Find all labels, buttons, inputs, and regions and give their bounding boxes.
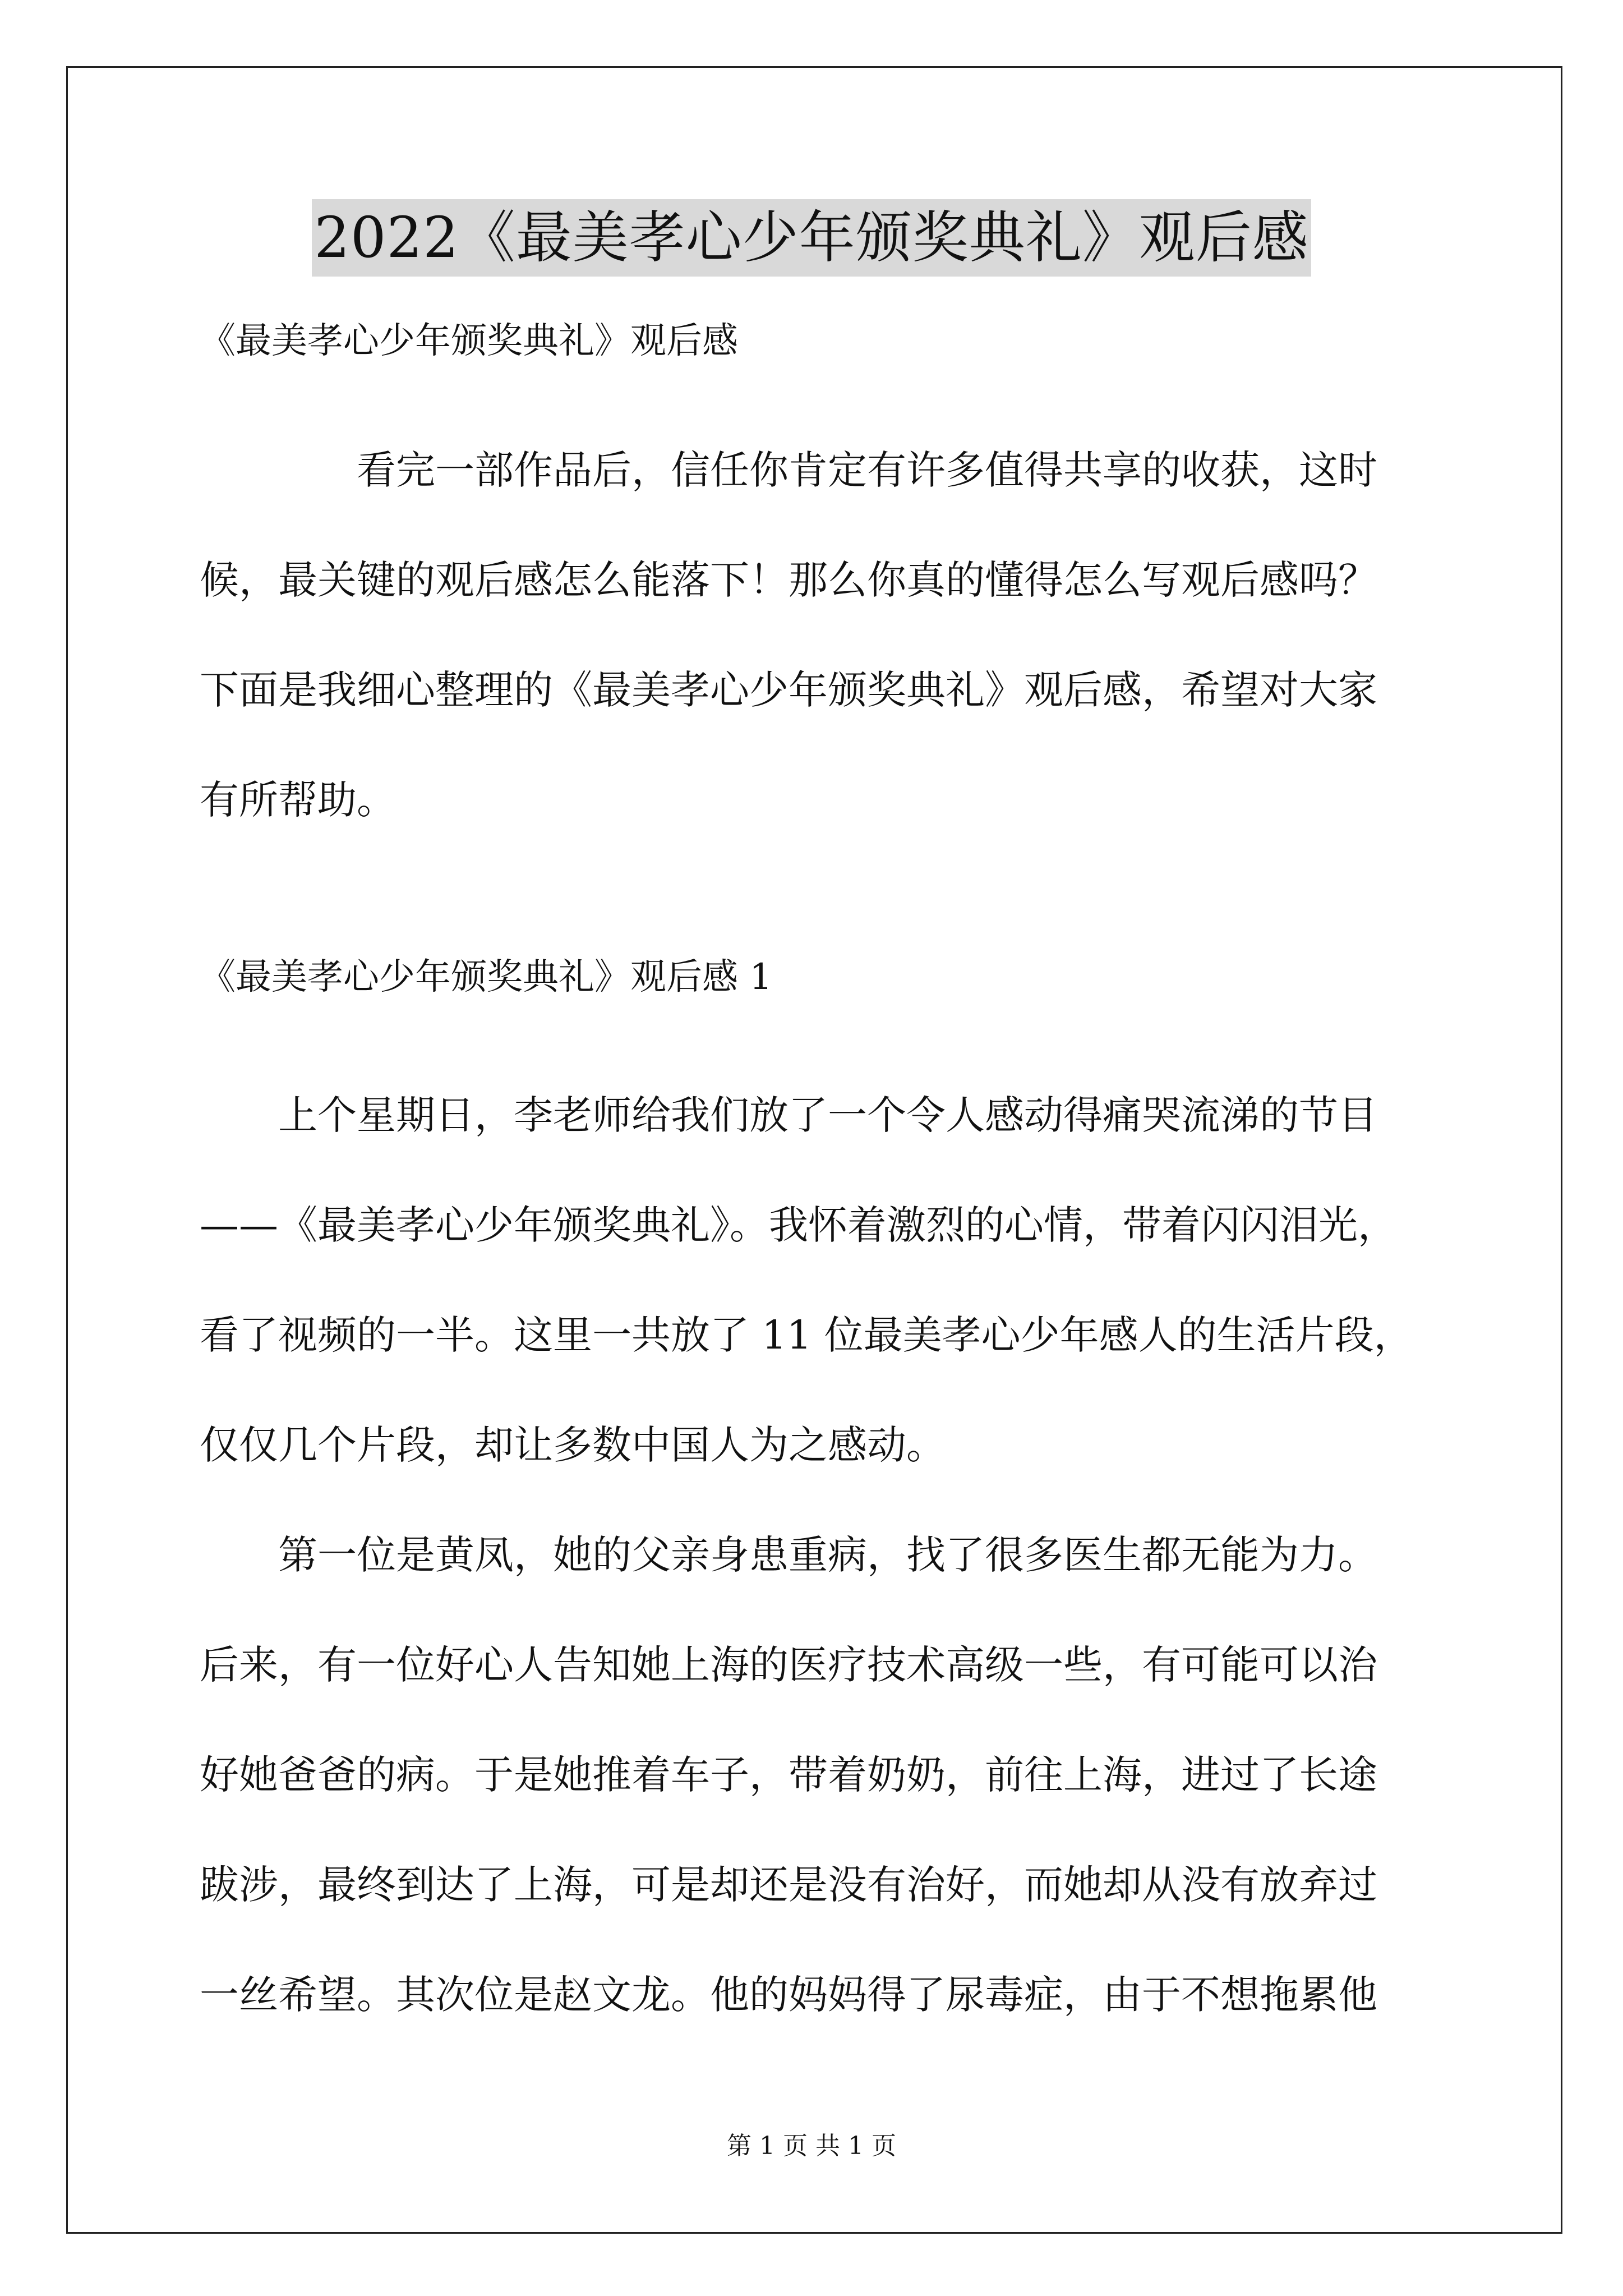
document-subtitle: 《最美孝心少年颁奖典礼》观后感 (200, 320, 738, 362)
body-paragraph-1 (200, 1060, 1468, 1500)
intro-paragraph (200, 415, 1468, 855)
text-line: 一丝希望。其次位是赵文龙。他的妈妈得了尿毒症，由于不想拖累他 (200, 1972, 1377, 2018)
page-footer: 第 1 页 共 1 页 (727, 2132, 896, 2160)
text-line: 后来，有一位好心人告知她上海的医疗技术高级一些，有可能可以治 (200, 1642, 1377, 1688)
text-line: 上个星期日，李老师给我们放了一个令人感动得痛哭流涕的节目 (278, 1092, 1377, 1138)
text-line: 第一位是黄凤，她的父亲身患重病，找了很多医生都无能为力。 (278, 1532, 1377, 1578)
text-line: 仅仅几个片段，却让多数中国人为之感动。 (200, 1422, 946, 1468)
text-line: 下面是我细心整理的《最美孝心少年颁奖典礼》观后感，希望对大家 (200, 667, 1377, 713)
text-line: ——《最美孝心少年颁奖典礼》。我怀着激烈的心情，带着闪闪泪光， (200, 1202, 1397, 1248)
document-body (200, 314, 1468, 2050)
text-line: 看完一部作品后，信任你肯定有许多值得共享的收获，这时 (357, 447, 1377, 493)
text-line: 跋涉，最终到达了上海，可是却还是没有治好，而她却从没有放弃过 (200, 1862, 1377, 1908)
section-heading: 《最美孝心少年颁奖典礼》观后感 1 (200, 956, 773, 998)
text-line: 有所帮助。 (200, 777, 396, 823)
text-line: 候，最关键的观后感怎么能落下！那么你真的懂得怎么写观后感吗？ (200, 557, 1377, 603)
text-line: 好她爸爸的病。于是她推着车子，带着奶奶，前往上海，进过了长途 (200, 1752, 1377, 1798)
body-paragraph-2 (200, 1500, 1468, 2050)
text-line: 看了视频的一半。这里一共放了 11 位最美孝心少年感人的生活片段， (200, 1312, 1413, 1358)
title-area (0, 199, 1623, 277)
document-title: 2022《最美孝心少年颁奖典礼》观后感 (312, 199, 1311, 277)
